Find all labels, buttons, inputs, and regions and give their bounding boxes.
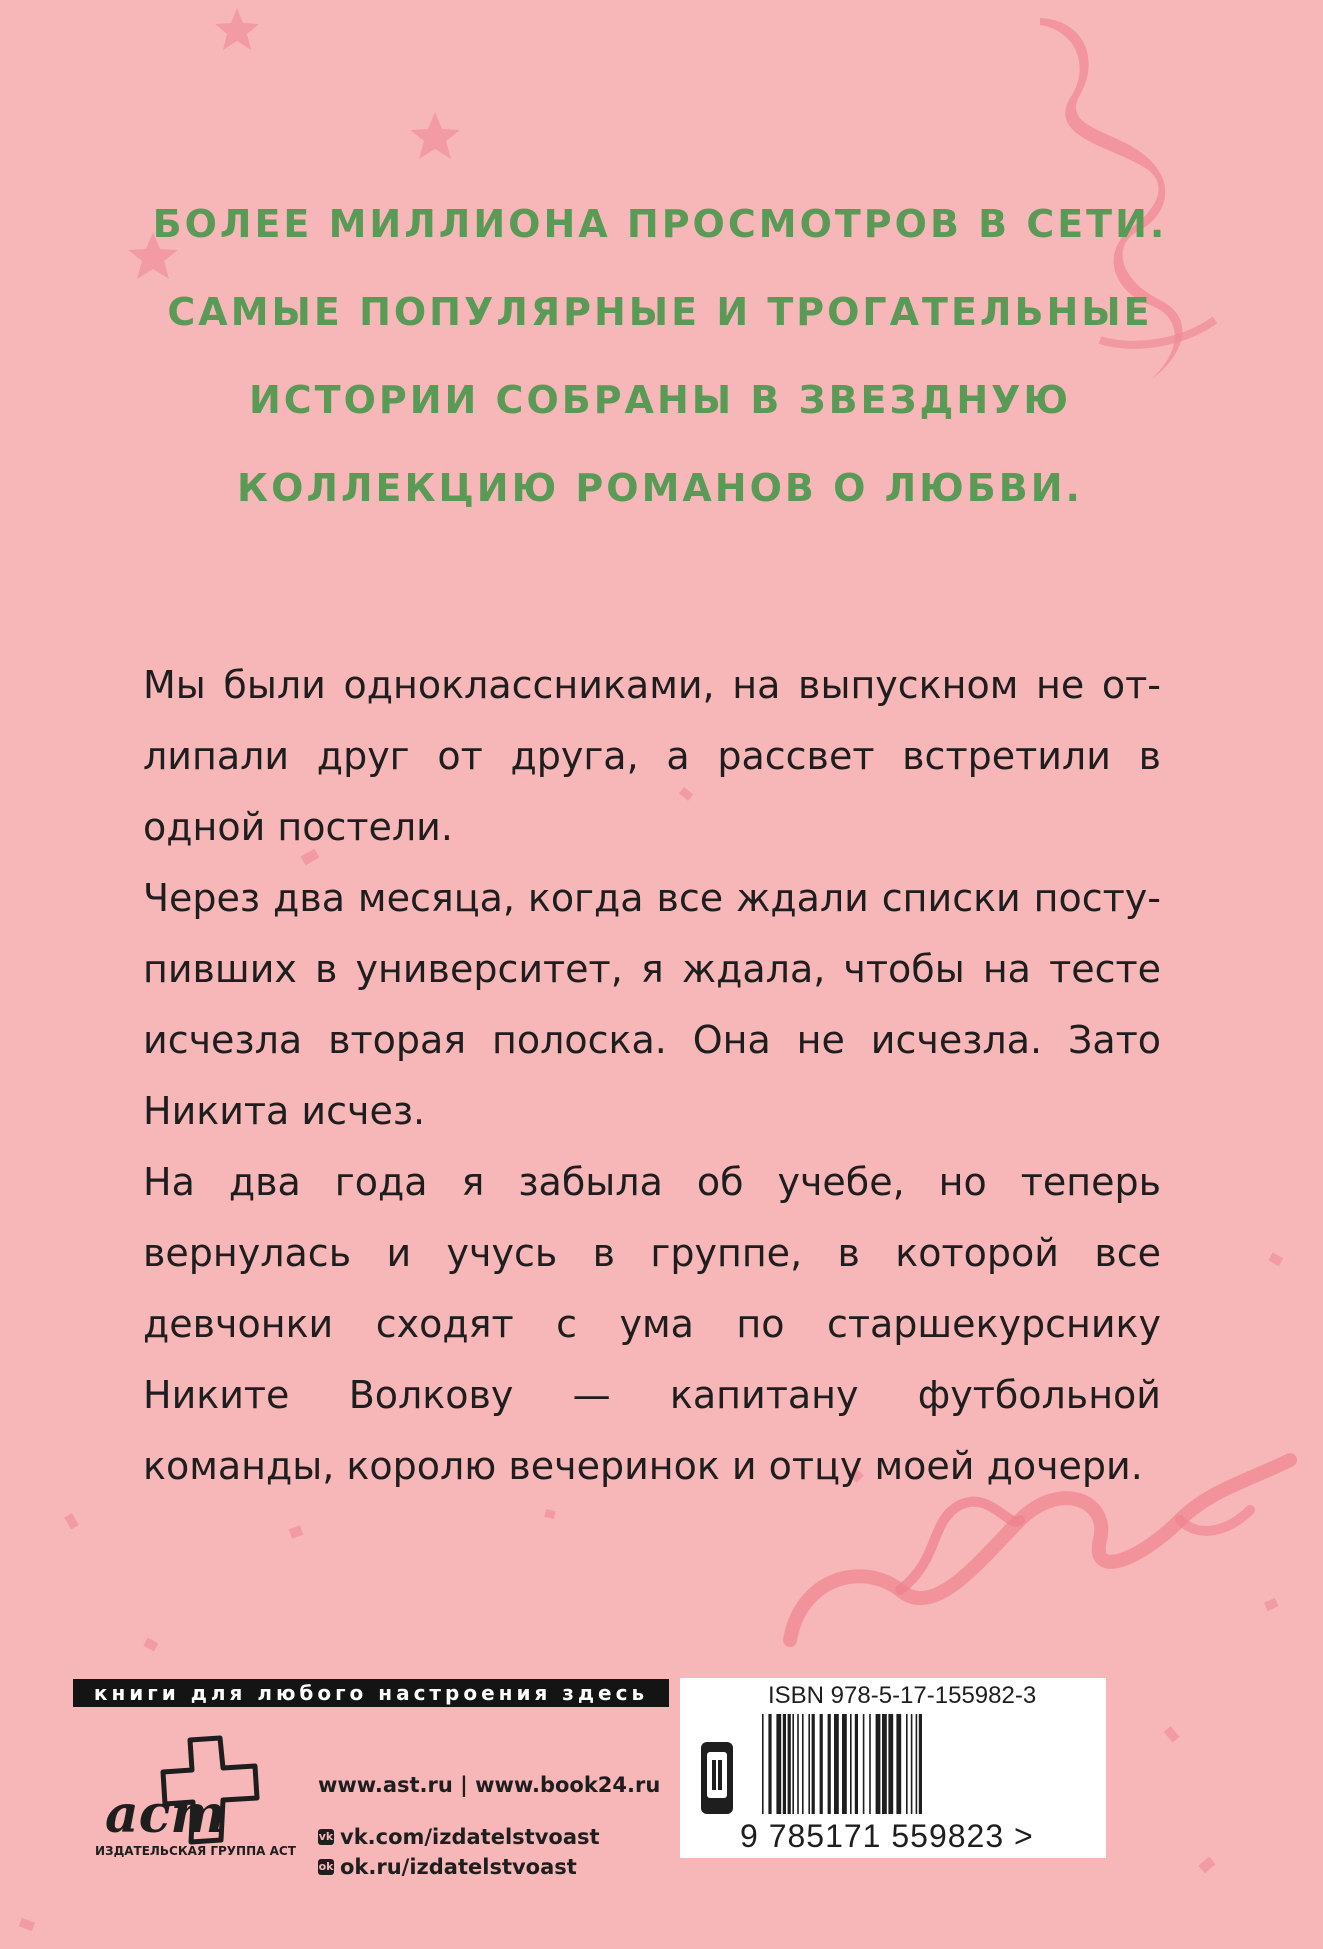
barcode-bar <box>919 1714 922 1814</box>
confetti-piece <box>1268 1253 1283 1267</box>
barcode-bar <box>802 1714 804 1814</box>
slogan-strip: книги для любого настроения здесь <box>73 1679 669 1707</box>
isbn-barcode <box>760 1714 1070 1814</box>
confetti-piece <box>1164 1726 1180 1743</box>
barcode-bar <box>762 1714 764 1814</box>
barcode-bar <box>776 1714 781 1814</box>
barcode-bar <box>783 1714 786 1814</box>
barcode-bar <box>834 1714 839 1814</box>
annotation-paragraph: Мы были одноклассниками, на выпускном не отлипали друг от друга, а рассвет встретили в одной постели. <box>143 663 1161 849</box>
barcode-bar <box>876 1714 881 1814</box>
websites-link[interactable]: www.ast.ru | www.book24.ru <box>318 1773 661 1797</box>
barcode-bar <box>888 1714 893 1814</box>
barcode-bar <box>797 1714 799 1814</box>
confetti-piece <box>544 1509 556 1519</box>
annotation-paragraph: На два года я забыла об учебе, но теперь вернулась и учусь в группе, в которой все девчонки сходят с ума по старшекурснику Никите Волкову — капитану футбольной команды, королю вечеринок и отцу моей дочери. <box>143 1160 1161 1488</box>
barcode-bar <box>820 1714 823 1814</box>
barcode-bar <box>828 1714 831 1814</box>
confetti-piece <box>143 1638 158 1652</box>
barcode-bar <box>916 1714 918 1814</box>
tagline-line: ИСТОРИИ СОБРАНЫ В ЗВЕЗДНУЮ <box>248 378 1072 422</box>
tagline-line: БОЛЕЕ МИЛЛИОНА ПРОСМОТРОВ В СЕТИ. <box>152 202 1168 246</box>
star-icon <box>215 8 259 50</box>
barcode-bar <box>855 1714 858 1814</box>
barcode-bar <box>792 1714 794 1814</box>
ok-link[interactable] <box>318 1852 660 1882</box>
logo-caption: ИЗДАТЕЛЬСКАЯ ГРУППА АСТ <box>95 1844 296 1858</box>
annotation <box>143 650 1161 1502</box>
barcode-bar <box>863 1714 865 1814</box>
barcode-digits: 9 785171 559823 > <box>740 1818 1034 1854</box>
publisher-mark-icon <box>697 1738 737 1818</box>
ok-icon: ok <box>318 1860 334 1873</box>
tagline-line: КОЛЛЕКЦИЮ РОМАНОВ О ЛЮБВИ. <box>237 466 1083 510</box>
confetti-piece <box>64 1513 79 1530</box>
barcode-bar <box>896 1714 901 1814</box>
barcode-bar <box>869 1714 871 1814</box>
barcode-bar <box>808 1714 810 1814</box>
confetti-piece <box>1264 1598 1279 1611</box>
confetti-piece <box>1198 1857 1215 1874</box>
logo-text: аст <box>105 1784 226 1845</box>
barcode-bar <box>788 1714 791 1814</box>
barcode-bar <box>842 1714 847 1814</box>
confetti-piece <box>289 1525 304 1539</box>
barcode-bar <box>882 1714 887 1814</box>
vk-link-label: vk.com/izdatelstvoast <box>340 1825 600 1849</box>
star-icon <box>410 112 460 159</box>
ok-link-label: ok.ru/izdatelstvoast <box>340 1855 577 1879</box>
barcode-bar <box>906 1714 908 1814</box>
isbn-label: ISBN 978-5-17-155982-3 <box>768 1682 1037 1709</box>
barcode-bar <box>812 1714 815 1814</box>
barcode-bar <box>850 1714 852 1814</box>
confetti-piece <box>19 1918 35 1931</box>
tagline <box>120 180 1200 532</box>
vk-link[interactable] <box>318 1822 660 1852</box>
tagline-line: САМЫЕ ПОПУЛЯРНЫЕ И ТРОГАТЕЛЬНЫЕ <box>167 290 1153 334</box>
barcode-bar <box>768 1714 771 1814</box>
annotation-paragraph: Через два месяца, когда все ждали списки поступивших в университет, я ждала, чтобы на тесте исчезла вторая полоска. Она не исчезла. Зато Никита исчез. <box>143 876 1161 1133</box>
publisher-links <box>318 1770 660 1882</box>
barcode-bar <box>911 1714 913 1814</box>
vk-icon: vk <box>318 1830 334 1843</box>
